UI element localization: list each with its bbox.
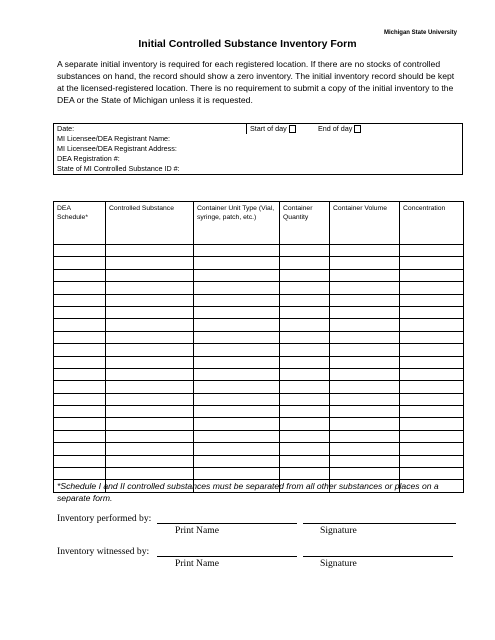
witnessed-by-row xyxy=(57,546,157,557)
performed-by-signature-line[interactable] xyxy=(303,523,456,524)
inventory-cell[interactable] xyxy=(400,282,464,294)
inventory-cell[interactable] xyxy=(280,344,330,356)
inventory-cell[interactable] xyxy=(330,468,400,480)
inventory-cell[interactable] xyxy=(54,282,106,294)
inventory-cell[interactable] xyxy=(106,306,194,318)
inventory-cell[interactable] xyxy=(106,455,194,467)
start-of-day-checkbox[interactable] xyxy=(289,125,296,133)
inventory-cell[interactable] xyxy=(54,344,106,356)
table-row xyxy=(54,368,464,380)
inventory-cell[interactable] xyxy=(280,455,330,467)
witnessed-by-signature-caption: Signature xyxy=(320,558,357,569)
inventory-cell[interactable] xyxy=(330,294,400,306)
inventory-cell[interactable] xyxy=(400,331,464,343)
witnessed-by-label: Inventory witnessed by: xyxy=(57,546,150,557)
inventory-cell[interactable] xyxy=(330,257,400,269)
table-row xyxy=(54,393,464,405)
inventory-cell[interactable] xyxy=(194,430,280,442)
inventory-table xyxy=(53,201,464,493)
table-row xyxy=(54,282,464,294)
performed-by-label: Inventory performed by: xyxy=(57,513,152,524)
inventory-cell[interactable] xyxy=(330,381,400,393)
end-of-day-checkbox[interactable] xyxy=(354,125,361,133)
inventory-cell[interactable] xyxy=(54,306,106,318)
inventory-cell[interactable] xyxy=(400,368,464,380)
inventory-cell[interactable] xyxy=(400,381,464,393)
witnessed-by-print-name-caption: Print Name xyxy=(175,558,219,569)
inventory-cell[interactable] xyxy=(54,269,106,281)
table-row xyxy=(54,245,464,257)
table-row xyxy=(54,344,464,356)
inventory-cell[interactable] xyxy=(54,356,106,368)
dea-registration-field[interactable] xyxy=(54,154,463,164)
dea-registration-label: DEA Registration #: xyxy=(57,154,120,163)
inventory-cell[interactable] xyxy=(280,319,330,331)
performed-by-signature-caption: Signature xyxy=(320,525,357,536)
inventory-cell[interactable] xyxy=(106,368,194,380)
inventory-cell[interactable] xyxy=(400,319,464,331)
inventory-cell[interactable] xyxy=(400,344,464,356)
inventory-cell[interactable] xyxy=(54,443,106,455)
inventory-cell[interactable] xyxy=(280,381,330,393)
inventory-cell[interactable] xyxy=(106,269,194,281)
inventory-cell[interactable] xyxy=(400,257,464,269)
table-row xyxy=(54,269,464,281)
inventory-cell[interactable] xyxy=(106,257,194,269)
inventory-cell[interactable] xyxy=(330,455,400,467)
inventory-cell[interactable] xyxy=(280,294,330,306)
table-row xyxy=(54,294,464,306)
inventory-cell[interactable] xyxy=(400,406,464,418)
inventory-cell[interactable] xyxy=(106,331,194,343)
inventory-cell[interactable] xyxy=(194,468,280,480)
inventory-cell[interactable] xyxy=(194,356,280,368)
inventory-cell[interactable] xyxy=(194,294,280,306)
licensee-name-label: MI Licensee/DEA Registrant Name: xyxy=(57,134,171,143)
table-row xyxy=(54,356,464,368)
inventory-cell[interactable] xyxy=(400,306,464,318)
inventory-cell[interactable] xyxy=(330,344,400,356)
inventory-cell[interactable] xyxy=(194,245,280,257)
inventory-cell[interactable] xyxy=(54,418,106,430)
inventory-cell[interactable] xyxy=(400,443,464,455)
witnessed-by-signature-line[interactable] xyxy=(303,556,453,557)
inventory-cell[interactable] xyxy=(194,344,280,356)
table-row xyxy=(54,455,464,467)
table-row xyxy=(54,257,464,269)
col-container-quantity: Container Quantity xyxy=(280,202,330,245)
inventory-cell[interactable] xyxy=(194,331,280,343)
inventory-cell[interactable] xyxy=(280,282,330,294)
inventory-cell[interactable] xyxy=(54,294,106,306)
inventory-cell[interactable] xyxy=(194,418,280,430)
inventory-cell[interactable] xyxy=(330,245,400,257)
inventory-cell[interactable] xyxy=(400,356,464,368)
inventory-cell[interactable] xyxy=(330,356,400,368)
table-row xyxy=(54,443,464,455)
inventory-cell[interactable] xyxy=(330,306,400,318)
inventory-cell[interactable] xyxy=(194,393,280,405)
inventory-cell[interactable] xyxy=(54,430,106,442)
inventory-cell[interactable] xyxy=(330,443,400,455)
inventory-cell[interactable] xyxy=(54,381,106,393)
inventory-cell[interactable] xyxy=(106,294,194,306)
inventory-cell[interactable] xyxy=(400,269,464,281)
table-row xyxy=(54,406,464,418)
inventory-cell[interactable] xyxy=(280,418,330,430)
inventory-cell[interactable] xyxy=(400,418,464,430)
table-row xyxy=(54,468,464,480)
table-row xyxy=(54,430,464,442)
end-of-day-option[interactable] xyxy=(315,124,463,135)
inventory-cell[interactable] xyxy=(106,468,194,480)
institution-name: Michigan State University xyxy=(383,30,457,36)
date-field[interactable] xyxy=(54,124,247,135)
performed-by-name-line[interactable] xyxy=(157,523,297,524)
inventory-header-row xyxy=(54,202,464,245)
inventory-cell[interactable] xyxy=(400,430,464,442)
state-id-label: State of MI Controlled Substance ID #: xyxy=(57,164,180,173)
start-of-day-label: Start of day xyxy=(250,124,287,133)
inventory-cell[interactable] xyxy=(106,393,194,405)
performed-by-print-name-caption: Print Name xyxy=(175,525,219,536)
inventory-cell[interactable] xyxy=(106,282,194,294)
inventory-cell[interactable] xyxy=(54,393,106,405)
schedule-note: *Schedule I and II controlled substances must be separated from all other substances or places on a separate form. xyxy=(57,481,439,503)
inventory-cell[interactable] xyxy=(330,368,400,380)
inventory-cell[interactable] xyxy=(194,282,280,294)
inventory-cell[interactable] xyxy=(194,319,280,331)
inventory-cell[interactable] xyxy=(330,282,400,294)
inventory-cell[interactable] xyxy=(400,455,464,467)
inventory-cell[interactable] xyxy=(280,356,330,368)
inventory-cell[interactable] xyxy=(280,257,330,269)
state-id-field[interactable] xyxy=(54,164,463,175)
inventory-cell[interactable] xyxy=(330,430,400,442)
inventory-cell[interactable] xyxy=(280,331,330,343)
inventory-cell[interactable] xyxy=(54,245,106,257)
witnessed-by-name-line[interactable] xyxy=(157,556,297,557)
inventory-cell[interactable] xyxy=(330,393,400,405)
inventory-cell[interactable] xyxy=(280,468,330,480)
inventory-cell[interactable] xyxy=(54,368,106,380)
inventory-cell[interactable] xyxy=(106,381,194,393)
inventory-cell[interactable] xyxy=(330,331,400,343)
inventory-cell[interactable] xyxy=(54,468,106,480)
inventory-cell[interactable] xyxy=(194,306,280,318)
licensee-name-field[interactable] xyxy=(54,134,463,144)
inventory-cell[interactable] xyxy=(280,368,330,380)
inventory-cell[interactable] xyxy=(106,344,194,356)
inventory-cell[interactable] xyxy=(106,406,194,418)
date-label: Date: xyxy=(57,124,75,133)
inventory-cell[interactable] xyxy=(400,245,464,257)
inventory-cell[interactable] xyxy=(330,418,400,430)
inventory-cell[interactable] xyxy=(54,455,106,467)
inventory-cell[interactable] xyxy=(106,245,194,257)
table-row xyxy=(54,319,464,331)
inventory-cell[interactable] xyxy=(280,406,330,418)
inventory-cell[interactable] xyxy=(194,257,280,269)
table-row xyxy=(54,381,464,393)
inventory-cell[interactable] xyxy=(194,443,280,455)
inventory-cell[interactable] xyxy=(194,381,280,393)
inventory-cell[interactable] xyxy=(280,269,330,281)
inventory-cell[interactable] xyxy=(54,319,106,331)
col-container-volume: Container Volume xyxy=(330,202,400,245)
inventory-cell[interactable] xyxy=(280,443,330,455)
inventory-cell[interactable] xyxy=(280,306,330,318)
inventory-cell[interactable] xyxy=(400,294,464,306)
col-container-unit-type: Container Unit Type (Vial, syringe, patch, etc.) xyxy=(194,202,280,245)
inventory-cell[interactable] xyxy=(106,443,194,455)
registrant-info-table xyxy=(53,123,463,175)
inventory-cell[interactable] xyxy=(400,468,464,480)
inventory-cell[interactable] xyxy=(280,245,330,257)
inventory-cell[interactable] xyxy=(194,455,280,467)
table-row xyxy=(54,306,464,318)
licensee-address-label: MI Licensee/DEA Registrant Address: xyxy=(57,144,177,153)
inventory-cell[interactable] xyxy=(106,430,194,442)
form-title: Initial Controlled Substance Inventory Form xyxy=(138,38,357,50)
inventory-cell[interactable] xyxy=(106,418,194,430)
performed-by-row xyxy=(57,513,157,524)
inventory-cell[interactable] xyxy=(106,319,194,331)
intro-paragraph: A separate initial inventory is required for each registered location. If there are no stocks of controlled substances on hand, the record should show a zero inventory. The initial inventory record should be kept at the licensed-registered location. There is no requirement to submit a copy of the initial inventory to the DEA or the State of Michigan unless it is requested. xyxy=(57,59,455,105)
inventory-cell[interactable] xyxy=(400,393,464,405)
inventory-cell[interactable] xyxy=(194,269,280,281)
inventory-cell[interactable] xyxy=(330,269,400,281)
start-of-day-option[interactable] xyxy=(247,124,316,135)
col-controlled-substance: Controlled Substance xyxy=(106,202,194,245)
inventory-cell[interactable] xyxy=(280,393,330,405)
inventory-cell[interactable] xyxy=(194,406,280,418)
end-of-day-label: End of day xyxy=(318,124,353,133)
col-concentration: Concentration xyxy=(400,202,464,245)
inventory-cell[interactable] xyxy=(280,430,330,442)
inventory-cell[interactable] xyxy=(54,257,106,269)
inventory-cell[interactable] xyxy=(330,319,400,331)
table-row xyxy=(54,331,464,343)
table-row xyxy=(54,418,464,430)
inventory-cell[interactable] xyxy=(330,406,400,418)
licensee-address-field[interactable] xyxy=(54,144,463,154)
inventory-cell[interactable] xyxy=(54,331,106,343)
inventory-cell[interactable] xyxy=(194,368,280,380)
inventory-cell[interactable] xyxy=(54,406,106,418)
col-dea-schedule: DEA Schedule* xyxy=(54,202,106,245)
inventory-cell[interactable] xyxy=(106,356,194,368)
